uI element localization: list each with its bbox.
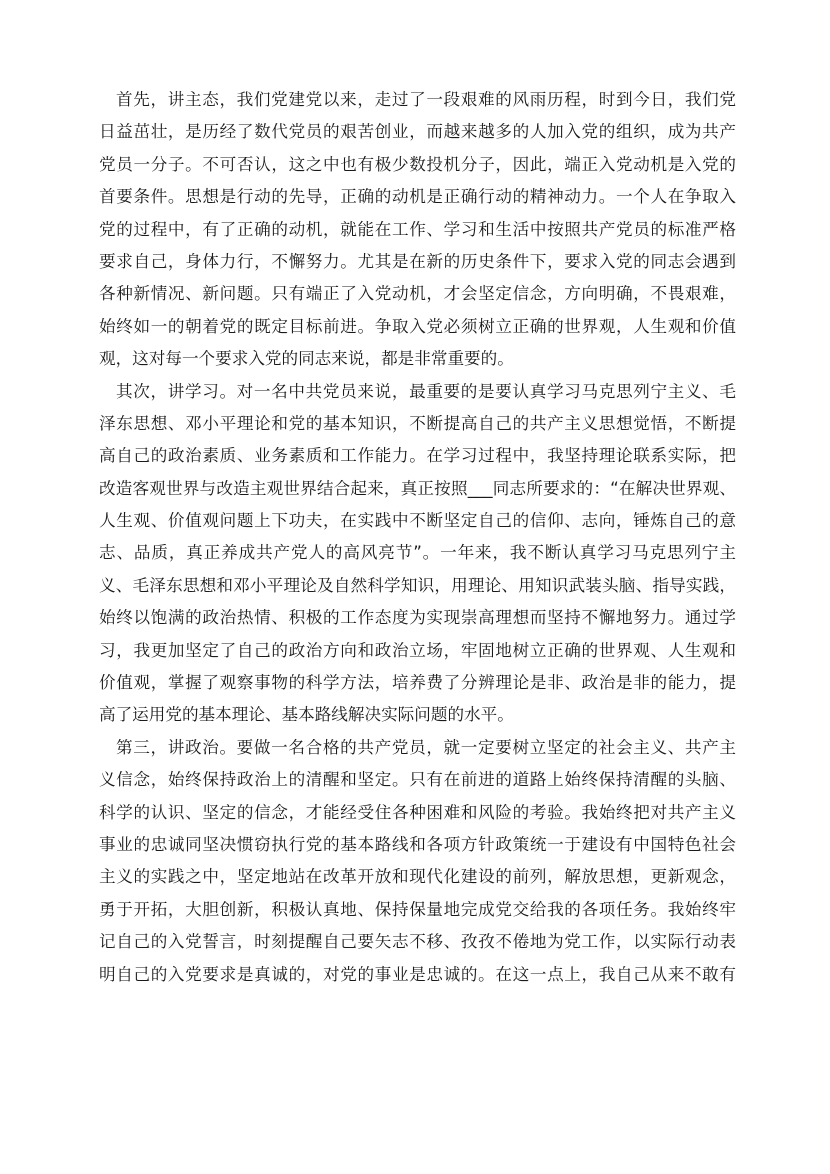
paragraph: [99, 376, 736, 732]
text-line: 首先，讲主态，我们党建党以来，走过了一段艰难的风雨历程，时到今日，我们党: [116, 90, 736, 109]
text-line: 主义的实践之中，坚定地站在改革开放和现代化建设的前列，解放思想，更新观念，: [99, 867, 736, 887]
text-line: 志、品质，真正养成共产党人的高风亮节”。一年来，我不断认真学习马克思列宁主: [99, 543, 736, 563]
text-line: 记自己的入党誓言，时刻提醒自己要矢志不移、孜孜不倦地为党工作，以实际行动表: [99, 932, 736, 952]
text-line: 要求自己，身体力行，不懈努力。尤其是在新的历史条件下，要求入党的同志会遇到: [99, 251, 736, 271]
text-line: 改造客观世界与改造主观世界结合起来，真正按照___同志所要求的：“在解决世界观、: [99, 478, 736, 498]
text-line: 义信念，始终保持政治上的清醒和坚定。只有在前进的道路上始终保持清醒的头脑、: [99, 770, 736, 790]
text-line: 党员一分子。不可否认，这之中也有极少数投机分子，因此，端正入党动机是入党的: [99, 154, 736, 174]
text-line: 始终以饱满的政治热情、积极的工作态度为实现崇高理想而坚持不懈地努力。通过学: [99, 608, 736, 628]
text-line: 首要条件。思想是行动的先导，正确的动机是正确行动的精神动力。一个人在争取入: [99, 187, 736, 207]
paragraph: [99, 84, 736, 376]
text-line: 观，这对每一个要求入党的同志来说，都是非常重要的。: [99, 349, 514, 369]
paragraph: [99, 732, 736, 991]
text-line: 事业的忠诚同坚决惯窃执行党的基本路线和各项方针政策统一于建设有中国特色社会: [99, 834, 736, 854]
text-line: 泽东思想、邓小平理论和党的基本知识，不断提高自己的共产主义思想觉悟，不断提: [99, 413, 736, 433]
text-line: 勇于开拓，大胆创新，积极认真地、保持保量地完成党交给我的各项任务。我始终牢: [99, 899, 736, 919]
text-line: 高了运用党的基本理论、基本路线解决实际问题的水平。: [99, 705, 514, 725]
text-line: 义、毛泽东思想和邓小平理论及自然科学知识，用理论、用知识武装头脑、指导实践，: [99, 575, 736, 595]
text-line: 科学的认识、坚定的信念，才能经受住各种困难和风险的考验。我始终把对共产主义: [99, 802, 736, 822]
text-line: 习，我更加坚定了自己的政治方向和政治立场，牢固地树立正确的世界观、人生观和: [99, 640, 736, 660]
text-line: 始终如一的朝着党的既定目标前进。争取入党必须树立正确的世界观，人生观和价值: [99, 316, 736, 336]
text-line: 价值观，掌握了观察事物的科学方法，培养费了分辨理论是非、政治是非的能力，提: [99, 673, 736, 693]
text-line: 其次，讲学习。对一名中共党员来说，最重要的是要认真学习马克思列宁主义、毛: [116, 381, 736, 401]
text-line: 各种新情况、新问题。只有端正了入党动机，才会坚定信念，方向明确，不畏艰难，: [99, 284, 736, 304]
document-body: [99, 84, 736, 991]
text-line: 党的过程中，有了正确的动机，就能在工作、学习和生活中按照共产党员的标准严格: [99, 219, 736, 239]
text-line: 日益茁壮，是历经了数代党员的艰苦创业，而越来越多的人加入党的组织，成为共产: [99, 122, 736, 142]
text-line: 第三，讲政治。要做一名合格的共产党员，就一定要树立坚定的社会主义、共产主: [116, 737, 736, 757]
text-line: 高自己的政治素质、业务素质和工作能力。在学习过程中，我坚持理论联系实际，把: [99, 446, 736, 466]
text-line: 明自己的入党要求是真诚的，对党的事业是忠诚的。在这一点上，我自己从来不敢有: [99, 964, 736, 984]
text-line: 人生观、价值观问题上下功夫，在实践中不断坚定自己的信仰、志向，锤炼自己的意: [99, 511, 736, 531]
